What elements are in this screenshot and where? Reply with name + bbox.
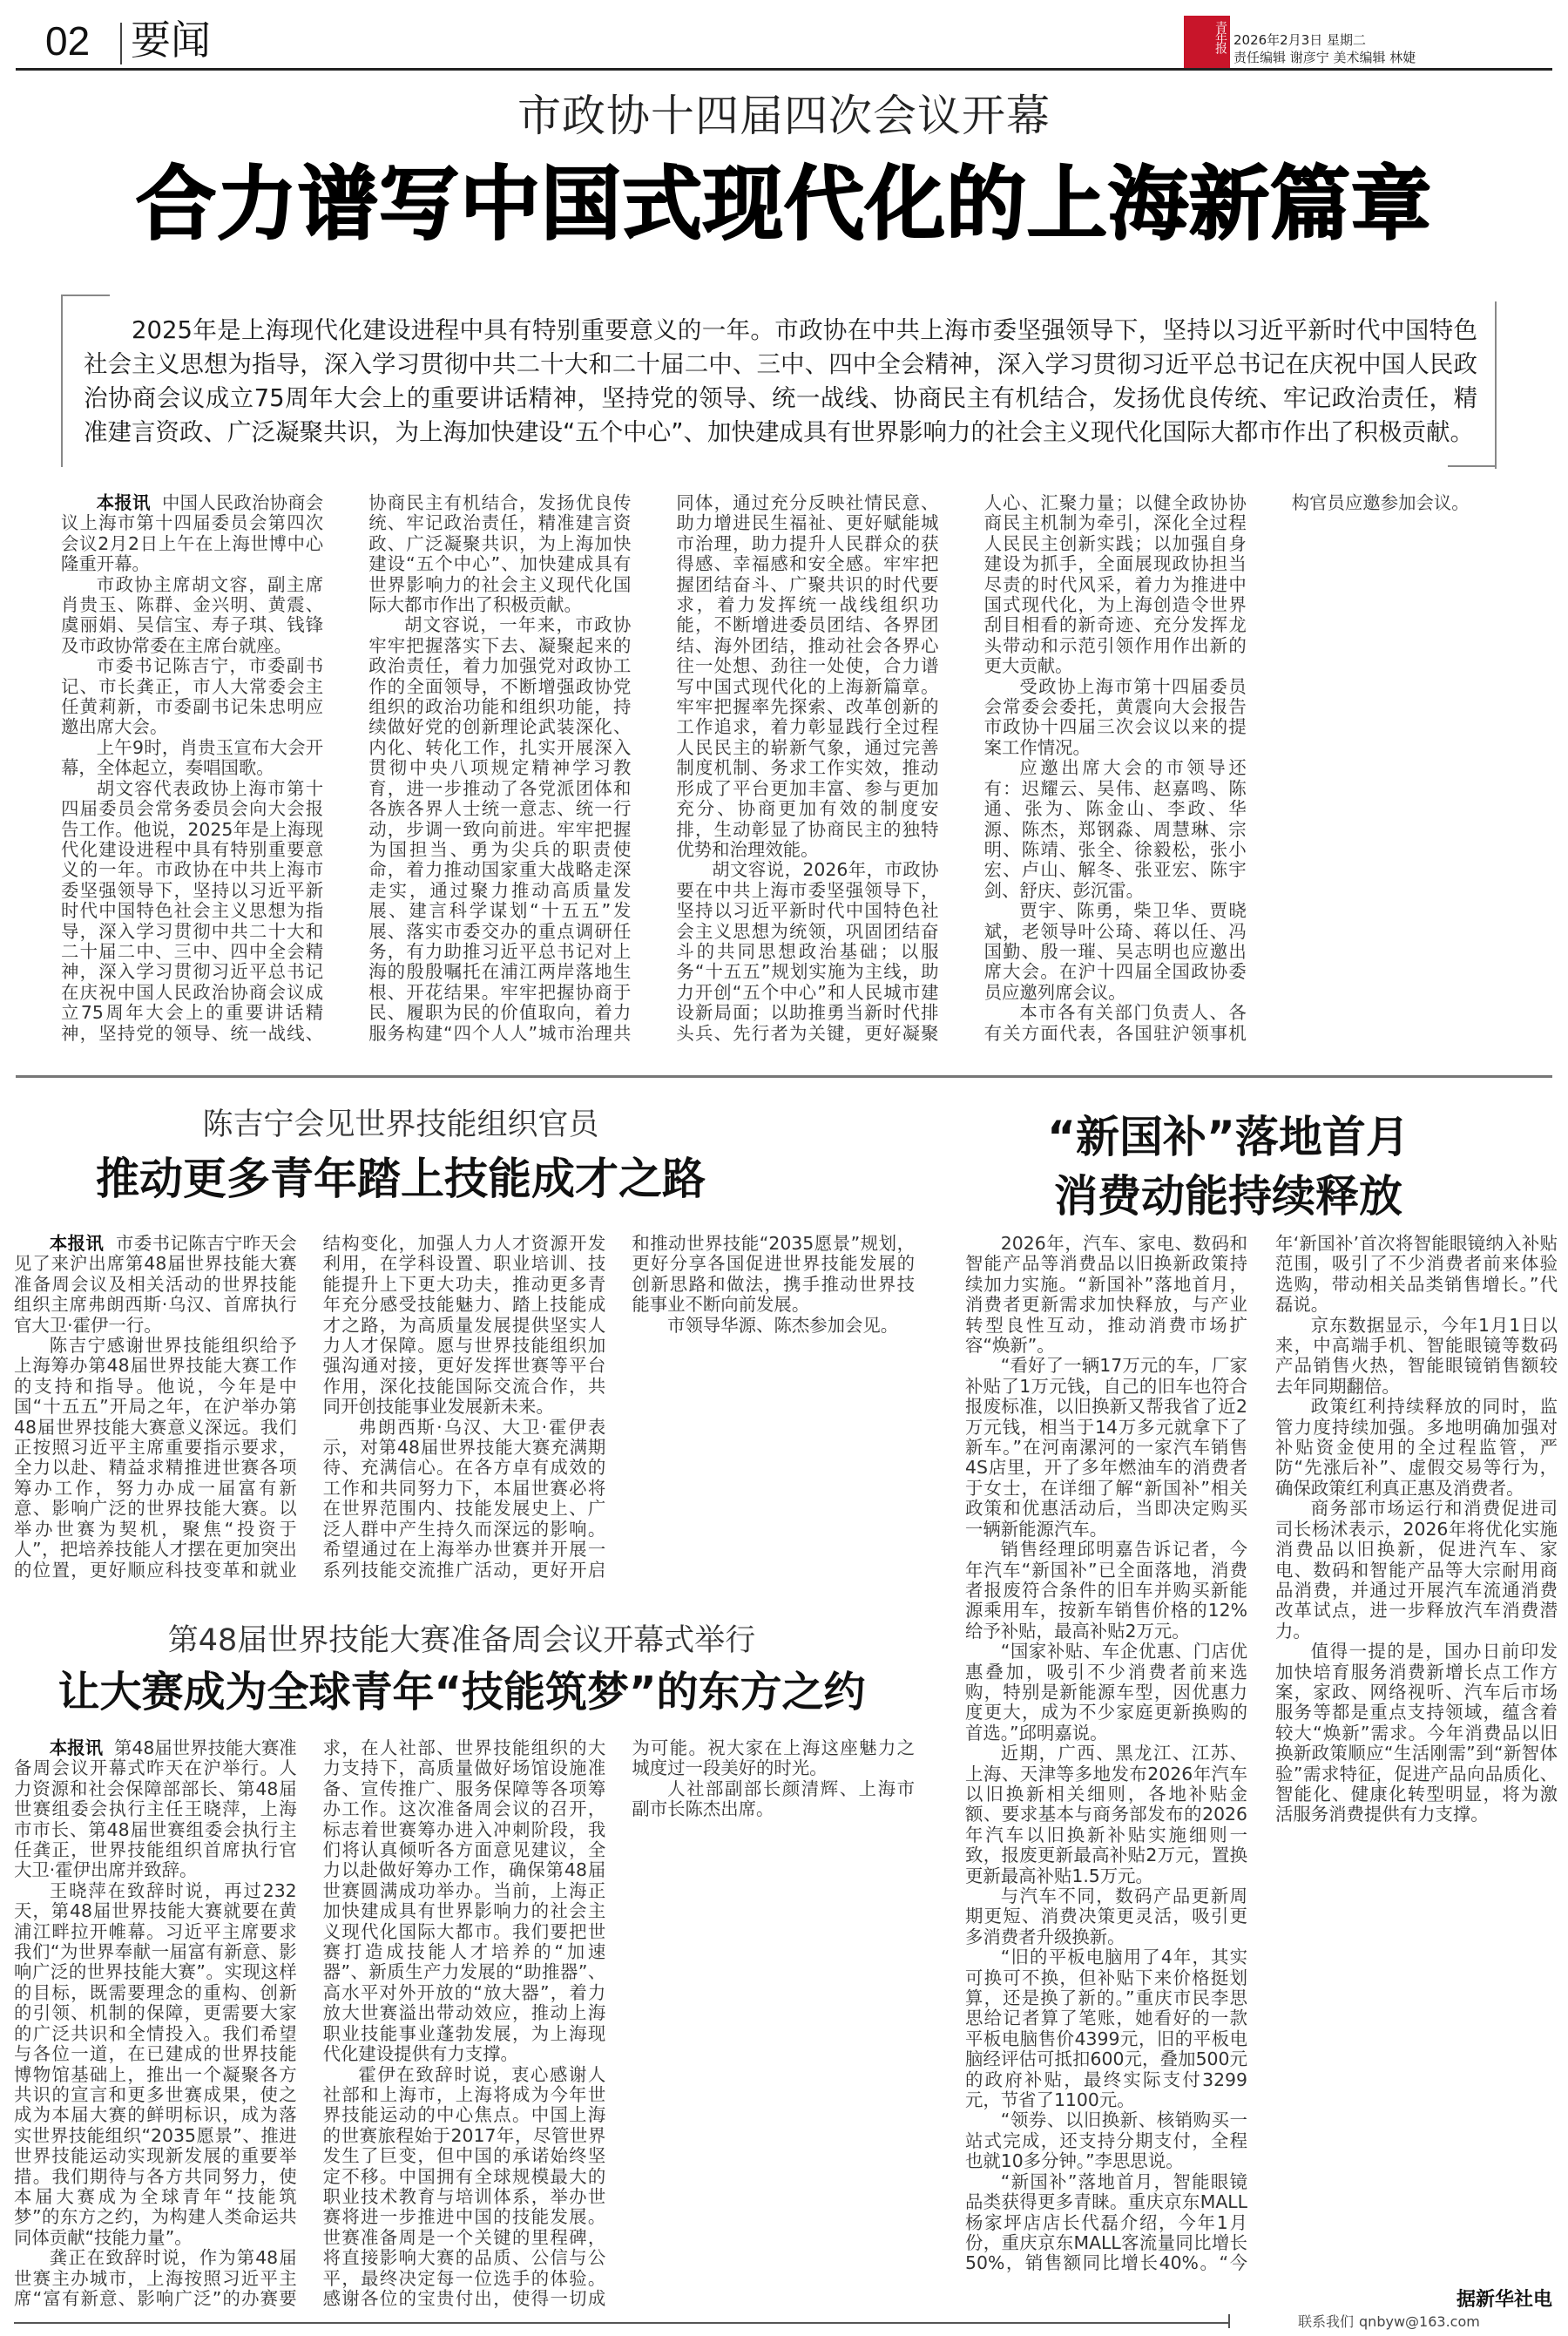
article3-body (14, 1738, 915, 2318)
article-paragraph: 王晓萍在致辞时说，再过232天，第48届世界技能大赛就要在黄浦江畔拉开帷幕。习近平主席要求我们“为世界奉献一届富有新意、影响广泛的世界技能大赛”。实现这样的目标，既需要理念的重构、创新的引领、机制的保障，更需要大家的广泛共识和全情投入。我们希望与各位一道，在已建成的世界技能博物馆基础上，推出一个凝聚各方共识的宣言和更多世赛成果，使之成为本届大赛的鲜明标识，成为落实世界技能组织“2035愿景”、推进世界技能运动实现新发展的重要举措。我们期待与各方共同努力，使本届大赛成为全球青年“技能筑梦”的东方之约，为构建人类命运共同体贡献“技能力量”。 (14, 1879, 297, 2248)
article2-kicker: 陈吉宁会见世界技能组织官员 (202, 1107, 599, 1142)
article-paragraph: 与汽车不同，数码产品更新周期更短、消费决策更灵活，吸引更多消费者升级换新。 (965, 1886, 1247, 1947)
article-paragraph: 商务部市场运行和消费促进司司长杨沭表示，2026年将优化实施消费品以旧换新，促进汽车、家电、数码和智能产品等大宗耐用商品消费，并通过开展汽车流通消费改革试点，进一步释放汽车消费潜力。 (1275, 1498, 1558, 1642)
article-paragraph: 本市各有关部门负责人、各有关方面代表，各国驻沪领事机构官员应邀参加会议。 (983, 492, 1470, 1044)
article-paragraph (14, 1738, 297, 1881)
contact-email[interactable]: qnbyw@163.com (1359, 2313, 1480, 2330)
article-paragraph: “旧的平板电脑用了4年，其实可换可不换，但补贴下来价格挺划算，还是换了新的。”重庆市民李思思给记者算了笔账，她看好的一款平板电脑售价4399元，旧的平板电脑经评估可抵扣600元，叠加500元的政府补贴，最终实际支付3299元，节省了1100元。 (965, 1947, 1247, 2111)
article-paragraph: 霍伊在致辞时说，衷心感谢人社部和上海市，上海将成为今年世界技能运动的中心焦点。中国上海的世赛旅程始于2017年，尽管世界发生了巨变，但中国的承诺始终坚定不移。中国拥有全球规模最大的职业技术教育与培训体系，举办世赛将进一步推进中国的技能发展。世赛准备周是一个关键的里程碑，将直接影响大赛的品质、公信与公平，最终决定每一位选手的体验。感谢各位的宝贵付出，使得一切成为可能。祝大家在上海这座魅力之城度过一段美好的时光。 (322, 1737, 915, 2309)
summary-bracket-left (61, 295, 63, 467)
article-paragraph: 政策红利持续释放的同时，监管力度持续加强。多地明确加强对补贴资金使用的全过程监管，严防“先涨后补”、虚假交易等行为，确保政策红利真正惠及消费者。 (1275, 1396, 1558, 1499)
dateline-tag: 本报讯 (96, 492, 151, 513)
footer-rule (14, 2322, 1230, 2324)
lead-article-summary: 2025年是上海现代化建设进程中具有特别重要意义的一年。市政协在中共上海市委坚强领导下，坚持以习近平新时代中国特色社会主义思想为指导，深入学习贯彻中共二十大和二十届二中、三中、四中全会精神，深入学习贯彻习近平总书记在庆祝中国人民政治协商会议成立75周年大会上的重要讲话精神，坚持党的领导、统一战线、协商民主有机结合，发扬优良传统、牢记政治责任，精准建言资政、广泛凝聚共识，为上海加快建设“五个中心”、加快建成具有世界影响力的社会主义现代化国际大都市作出了积极贡献。 (84, 316, 1477, 446)
article-paragraph: 上午9时，肖贵玉宣布大会开幕，全体起立，奏唱国歌。 (61, 736, 324, 779)
article-paragraph: 市委书记陈吉宁，市委副书记、市长龚正，市人大常委会主任黄莉新，市委副书记朱忠明应邀出席大会。 (61, 655, 324, 738)
footer-rule-tick (1228, 2314, 1230, 2328)
summary-bracket-top (61, 295, 110, 296)
article-paragraph: 胡文容代表政协上海市第十四届委员会常务委员会向大会报告工作。他说，2025年是上海现代化建设进程中具有特别重要意义的一年。市政协在中共上海市委坚强领导下，坚持以习近平新时代中国特色社会主义思想为指导，深入学习贯彻中共二十大和二十届二中、三中、四中全会精神，深入学习贯彻习近平总书记在庆祝中国人民政治协商会议成立75周年大会上的重要讲话精神，坚持党的领导、统一战线、协商民主有机结合，发扬优良传统、牢记政治责任，精准建言资政、广泛凝聚共识，为上海加快建设“五个中心”、加快建成具有世界影响力的社会主义现代化国际大都市作出了积极贡献。 (61, 492, 632, 1044)
paragraph-text: 中国人民政治协商会议上海市第十四届委员会第四次会议2月2日上午在上海世博中心隆重开幕。 (61, 492, 324, 575)
footer-contact (1298, 2312, 1485, 2332)
article-paragraph: 京东数据显示，今年1月1日以来，中高端手机、智能眼镜等数码产品销售火热，智能眼镜销售额较去年同期翻倍。 (1275, 1314, 1558, 1397)
article-paragraph: 销售经理邱明嘉告诉记者，今年汽车“新国补”已全面落地，消费者报废符合条件的旧车并购买新能源乘用车，按新车销售价格的12%给予补贴，最高补贴2万元。 (965, 1539, 1247, 1642)
article-paragraph: 受政协上海市第十四届委员会常委会委托，黄震向大会报告市政协十四届三次会议以来的提案工作情况。 (983, 675, 1247, 758)
paragraph-text: 市委书记陈吉宁昨天会见了来沪出席第48届世界技能大赛准备周会议及相关活动的世界技能组织主席弗朗西斯·乌汉、首席执行官大卫·霍伊一行。 (14, 1233, 297, 1336)
lead-article-kicker: 市政协十四届四次会议开幕 (517, 91, 1051, 141)
article4-title-line2: 消费动能持续释放 (1054, 1171, 1402, 1222)
page-number-divider (120, 23, 122, 64)
contact-label: 联系我们 (1298, 2313, 1355, 2330)
lead-article-body (61, 493, 1554, 1061)
article-paragraph: 值得一提的是，国办日前印发加快培育服务消费新增长点工作方案，家政、网络视听、汽车后市场服务等都是重点支持领域，蕴含着较大“焕新”需求。今年消费品以旧换新政策顺应“生活刚需”到“新智体验”需求特征，促进产品向品质化、智能化、健康化转型明显，将为激活服务消费提供有力支撑。 (1275, 1641, 1558, 1825)
article-paragraph: 2026年，汽车、家电、数码和智能产品等消费品以旧换新政策持续加力实施。“新国补”落地首月，消费者更新需求加快释放，与产业转型良性互动，推动消费市场扩容“焕新”。 (965, 1233, 1247, 1357)
dateline-tag: 本报讯 (49, 1737, 104, 1758)
article-paragraph: “国家补贴、车企优惠、门店优惠叠加，吸引不少消费者前来选购，特别是新能源车型，因优惠力度更大，成为不少家庭更新换购的首选。”邱明嘉说。 (965, 1641, 1247, 1744)
article-paragraph: 胡文容说，2026年，市政协要在中共上海市委坚强领导下，坚持以习近平新时代中国特色社会主义思想为统领，巩固团结奋斗的共同思想政治基础；以服务“十五五”规划实施为主线，助力开创“五个中心”和人民城市建设新局面；以助推勇当新时代排头兵、先行者为关键，更好凝聚人心、汇聚力量；以健全政协协商民主机制为牵引，深化全过程人民民主创新实践；以加强自身建设为抓手，全面展现政协担当尽责的时代风采，着力为推进中国式现代化，为上海创造令世界刮目相看的新奇迹、充分发挥龙头带动和示范引领作用作出新的更大贡献。 (676, 492, 1247, 1044)
article-paragraph: 龚正在致辞时说，作为第48届世赛主办城市，上海按照习近平主席“富有新意、影响广泛”的办赛要求，在人社部、世界技能组织的大力支持下，高质量做好场馆设施准备、宣传推广、服务保障等各项筹办工作。这次准备周会议的召开，标志着世赛筹办进入冲刺阶段，我们将认真倾听各方面意见建议，全力以赴做好筹办工作，确保第48届世赛圆满成功举办。当前，上海正加快建成具有世界影响力的社会主义现代化国际大都市。我们要把世赛打造成技能人才培养的“加速器”、新质生产力发展的“助推器”、高水平对外开放的“放大器”，着力放大世赛溢出带动效应，推动上海职业技能事业蓬勃发展，为上海现代化建设提供有力支撑。 (14, 1737, 606, 2309)
article-paragraph: 应邀出席大会的市领导还有：迟耀云、吴伟、赵嘉鸣、陈通、张为、陈金山、李政、华源、陈杰，郑钢淼、周慧琳、宗明、陈靖、张全、徐毅松，张小宏、卢山、解冬、张亚宏、陈宇剑、舒庆、彭沉雷。 (983, 757, 1247, 901)
article2-title: 推动更多青年踏上技能成才之路 (96, 1154, 706, 1204)
article4-body (965, 1234, 1558, 2293)
article-paragraph: 人社部副部长颜清辉、上海市副市长陈杰出席。 (632, 1777, 915, 1820)
summary-bracket-right (1495, 301, 1497, 469)
article-paragraph: 胡文容说，一年来，市政协牢牢把握落实下去、凝聚起来的政治责任，着力加强党对政协工作的全面领导，不断增强政协党组织的政治功能和组织功能，持续做好党的创新理论武装深化、内化、转化工作，扎实开展深入贯彻中央八项规定精神学习教育，进一步推动了各党派团体和各族各界人士统一意志、统一行动，步调一致向前进。牢牢把握为国担当、勇为尖兵的职责使命，着力推动国家重大战略走深走实，通过聚力推动高质量发展、建言科学谋划“十五五”发展、落实市委交办的重点调研任务，有力助推习近平总书记对上海的殷殷嘱托在浦江两岸落地生根、开花结果。牢牢把握协商于民、履职为民的价值取向，着力服务构建“四个人人”城市治理共同体，通过充分反映社情民意、助力增进民生福祉、更好赋能城市治理，助力提升人民群众的获得感、幸福感和安全感。牢牢把握团结奋斗、广聚共识的时代要求，着力发挥统一战线组织功能，不断增进委员团结、各界团结、海外团结，推动社会各界心往一处想、劲往一处使，合力谱写中国式现代化的上海新篇章。牢牢把握率先探索、改革创新的工作追求，着力彰显践行全过程人民民主的崭新气象，通过完善制度机制、务求工作实效，推动形成了平台更加丰富、参与更加充分、协商更加有效的制度安排，生动彰显了协商民主的独特优势和治理效能。 (368, 492, 939, 1044)
section-title: 要闻 (131, 17, 211, 64)
article4-source: 据新华社电 (1456, 2289, 1552, 2311)
article-paragraph (14, 1234, 297, 1336)
editor-credits: 责任编辑 谢彦宁 美术编辑 林婕 (1233, 50, 1416, 65)
paragraph-text: 第48届世界技能大赛准备周会议开幕式昨天在沪举行。人力资源和社会保障部部长、第48届世赛组委会执行主任王晓萍，上海市市长、第48届世赛组委会执行主任龚正，世界技能组织首席执行官大卫·霍伊出席并致辞。 (14, 1737, 297, 1881)
article-paragraph: “领券、以旧换新、核销购买一站式完成，还支持分期支付，全程也就10多分钟。”李思思说。 (965, 2109, 1247, 2172)
article-paragraph: “看好了一辆17万元的车，厂家补贴了1万元钱，自己的旧车也符合报废标准，以旧换新又帮我省了近2万元钱，相当于14万多元就拿下了新车。”在河南漯河的一家汽车销售4S店里，开了多年燃油车的消费者于女士，在详细了解“新国补”相关政策和优惠活动后，当即决定购买一辆新能源汽车。 (965, 1355, 1247, 1540)
section-divider-rule (16, 1075, 1552, 1078)
article-paragraph: 市政协主席胡文容，副主席肖贵玉、陈群、金兴明、黄震、虞丽娟、吴信宝、寿子琪、钱锋及市政协常委在主席台就座。 (61, 573, 324, 656)
article-paragraph: 近期，广西、黑龙江、江苏、上海、天津等多地发布2026年汽车以旧换新相关细则，各地补贴金额、要求基本与商务部发布的2026年汽车以旧换新补贴实施细则一致，报废更新最高补贴2万元，置换更新最高补贴1.5万元。 (965, 1743, 1247, 1886)
lead-article-summary-box (61, 295, 1497, 467)
article3-kicker: 第48届世界技能大赛准备周会议开幕式举行 (167, 1623, 756, 1658)
newspaper-logo-text: 青年报 (1213, 21, 1227, 52)
page-number: 02 (45, 18, 91, 64)
lead-article-title: 合力谱写中国式现代化的上海新篇章 (135, 158, 1432, 251)
newspaper-logo (1184, 16, 1230, 70)
article-paragraph: “新国补”落地首月，智能眼镜品类获得更多青睐。重庆京东MALL杨家坪店店长代磊介绍，今年1月份，重庆京东MALL客流量同比增长50%，销售额同比增长40%。“今年‘新国补’首次将智能眼镜纳入补贴范围，吸引了不少消费者前来体验选购，带动相关品类销售增长。”代磊说。 (965, 1233, 1558, 2274)
article2-body (14, 1234, 915, 1582)
article-paragraph: 弗朗西斯·乌汉、大卫·霍伊表示，对第48届世界技能大赛充满期待、充满信心。在各方卓有成效的工作和共同努力下，本届世赛必将在世界范围内、技能发展史上、广泛人群中产生持久而深远的影响。希望通过在上海举办世赛并开展一系列技能交流推广活动，更好开启和推动世界技能“2035愿景”规划，更好分享各国促进世界技能发展的创新思路和做法，携手推动世界技能事业不断向前发展。 (322, 1233, 915, 1581)
article-paragraph: 陈吉宁感谢世界技能组织给予上海筹办第48届世界技能大赛工作的支持和指导。他说，今年是中国“十五五”开局之年，在沪举办第48届世界技能大赛意义深远。我们正按照习近平主席重要指示要求，全力以赴、精益求精推进世赛各项筹办工作，努力办成一届富有新意、影响广泛的世界技能大赛。以举办世赛为契机，聚焦“投资于人”，把培养技能人才摆在更加突出的位置，更好顺应科技变革和就业结构变化，加强人力人才资源开发利用，在学科设置、职业培训、技能提升上下更大功夫，推动更多青年充分感受技能魅力、踏上技能成才之路，为高质量发展提供坚实人力人才保障。愿与世界技能组织加强沟通对接，更好发挥世赛等平台作用，深化技能国际交流合作，共同开创技能事业发展新未来。 (14, 1233, 606, 1581)
issue-date: 2026年2月3日 星期二 (1233, 32, 1367, 48)
summary-bracket-bottom (1448, 465, 1497, 467)
masthead-rule (16, 68, 1552, 71)
article3-title: 让大赛成为全球青年“技能筑梦”的东方之约 (57, 1668, 866, 1716)
article-paragraph: 贾宇、陈勇，柴卫华、贾晓斌，老领导叶公琦、蒋以任、冯国勤、殷一璀、吴志明也应邀出席大会。在沪十四届全国政协委员应邀列席会议。 (983, 900, 1247, 1003)
article-paragraph: 市领导华源、陈杰参加会见。 (667, 1314, 899, 1336)
article-paragraph (61, 493, 323, 575)
article4-title-line1: “新国补”落地首月 (1047, 1112, 1409, 1162)
dateline-tag: 本报讯 (49, 1233, 105, 1254)
